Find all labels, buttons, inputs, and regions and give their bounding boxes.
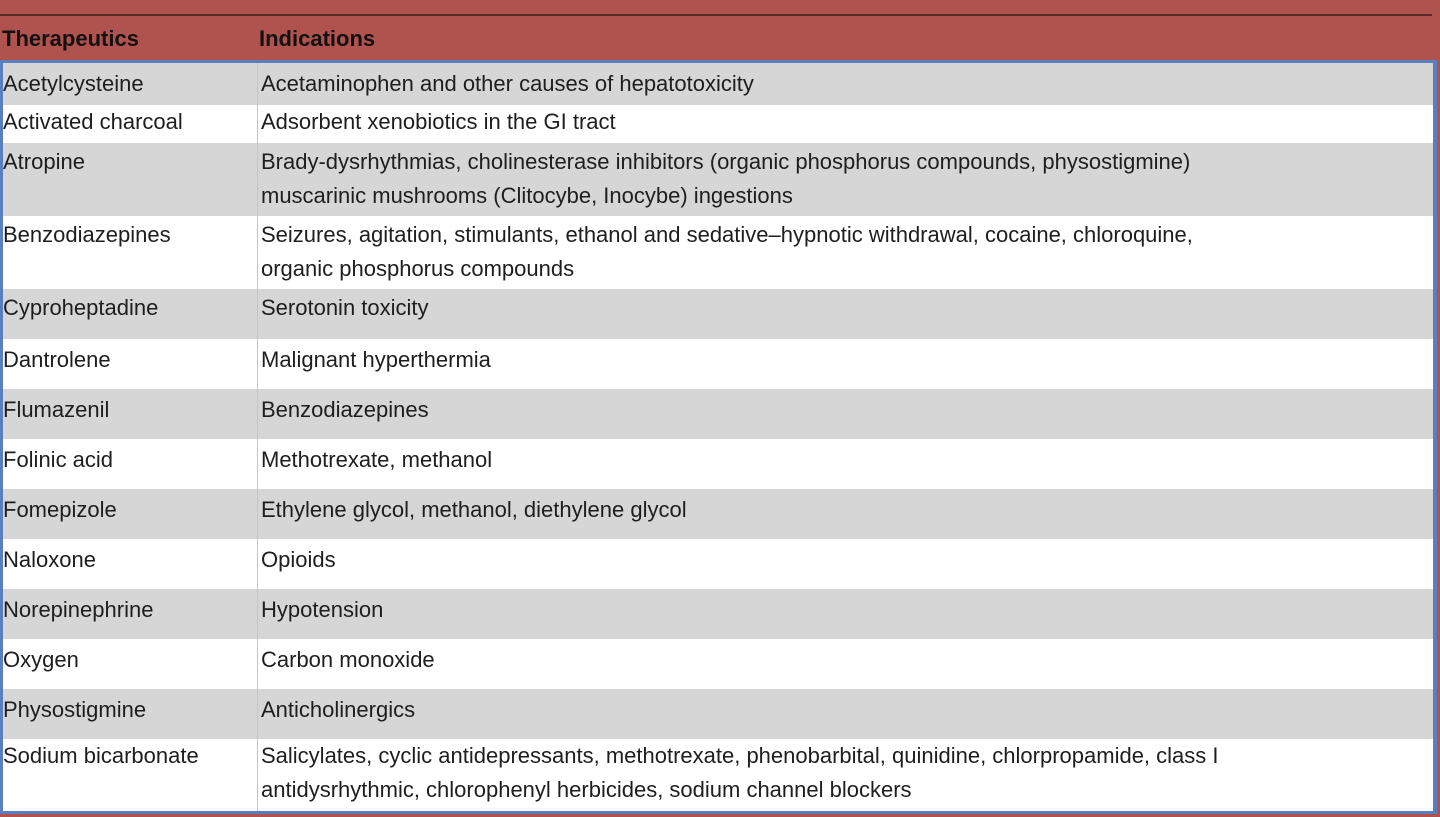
- table-row: [3, 105, 1433, 143]
- top-rule: [0, 14, 1432, 16]
- column-divider: [257, 339, 258, 389]
- indication-line: Benzodiazepines: [261, 397, 429, 422]
- therapeutic-cell: Benzodiazepines: [3, 222, 171, 247]
- indication-cell: [261, 291, 1433, 325]
- indication-cell: [261, 643, 1433, 677]
- therapeutic-cell: Folinic acid: [3, 447, 114, 472]
- therapeutic-cell: Fomepizole: [3, 497, 117, 522]
- indication-line: Serotonin toxicity: [261, 295, 429, 320]
- table-row: [3, 589, 1433, 639]
- indication-cell: [261, 393, 1433, 427]
- indication-line: Anticholinergics: [261, 697, 416, 722]
- therapeutic-cell: Sodium bicarbonate: [3, 743, 199, 768]
- table-row: [3, 539, 1433, 589]
- indication-line: muscarinic mushrooms (Clitocybe, Inocybe) ingestions: [261, 183, 793, 208]
- indication-line: Brady-dysrhythmias, cholinesterase inhibitors (organic phosphorus compounds, physostigmine): [261, 149, 1191, 174]
- table-row: [3, 216, 1433, 289]
- column-divider: [257, 389, 258, 439]
- therapeutic-cell: Dantrolene: [3, 347, 111, 372]
- therapeutic-cell: Oxygen: [3, 647, 79, 672]
- column-divider: [257, 216, 258, 289]
- therapeutic-cell: Naloxone: [3, 547, 96, 572]
- therapeutic-cell: Atropine: [3, 149, 85, 174]
- column-divider: [257, 289, 258, 339]
- indication-line: Carbon monoxide: [261, 647, 435, 672]
- indication-cell: [261, 693, 1433, 727]
- header-therapeutics: Therapeutics: [2, 26, 139, 51]
- indication-line: Hypotension: [261, 597, 384, 622]
- indication-cell: [261, 543, 1433, 577]
- table-row: [3, 143, 1433, 216]
- indication-line: Ethylene glycol, methanol, diethylene glycol: [261, 497, 687, 522]
- indication-line: Malignant hyperthermia: [261, 347, 491, 372]
- indication-cell: [261, 593, 1433, 627]
- column-divider: [257, 539, 258, 589]
- table-row: [3, 63, 1433, 105]
- table-body: [0, 60, 1437, 814]
- indication-cell: [261, 218, 1433, 286]
- table-row: [3, 489, 1433, 539]
- indication-line: Adsorbent xenobiotics in the GI tract: [261, 109, 616, 134]
- table-row: [3, 339, 1433, 389]
- indication-line: Acetaminophen and other causes of hepatotoxicity: [261, 71, 754, 96]
- table-row: [3, 639, 1433, 689]
- header-indications: Indications: [259, 26, 376, 51]
- indication-cell: [261, 105, 1433, 139]
- indication-cell: [261, 739, 1433, 807]
- column-divider: [257, 489, 258, 539]
- column-divider: [257, 689, 258, 739]
- therapeutic-cell: Norepinephrine: [3, 597, 154, 622]
- table-row: [3, 739, 1433, 811]
- column-divider: [257, 63, 258, 105]
- column-divider: [257, 739, 258, 811]
- therapeutic-cell: Activated charcoal: [3, 109, 183, 134]
- table-row: [3, 389, 1433, 439]
- indication-cell: [261, 145, 1433, 213]
- column-divider: [257, 143, 258, 216]
- table-row: [3, 689, 1433, 739]
- indication-line: organic phosphorus compounds: [261, 256, 575, 281]
- table-row: [3, 289, 1433, 339]
- indication-line: antidysrhythmic, chlorophenyl herbicides, sodium channel blockers: [261, 777, 912, 802]
- indication-cell: [261, 443, 1433, 477]
- indication-line: Opioids: [261, 547, 336, 572]
- column-divider: [257, 439, 258, 489]
- therapeutic-cell: Cyproheptadine: [3, 295, 159, 320]
- indication-cell: [261, 67, 1433, 101]
- table-header-row: [0, 22, 1440, 60]
- indication-cell: [261, 343, 1433, 377]
- therapeutic-cell: Flumazenil: [3, 397, 110, 422]
- column-divider: [257, 589, 258, 639]
- column-divider: [257, 639, 258, 689]
- column-divider: [257, 105, 258, 143]
- therapeutic-cell: Acetylcysteine: [3, 71, 144, 96]
- indication-line: Seizures, agitation, stimulants, ethanol and sedative–hypnotic withdrawal, cocaine, chloroquine,: [261, 222, 1193, 247]
- indication-cell: [261, 493, 1433, 527]
- indication-line: Salicylates, cyclic antidepressants, methotrexate, phenobarbital, quinidine, chlorpropamide, class I: [261, 743, 1219, 768]
- indication-line: Methotrexate, methanol: [261, 447, 493, 472]
- table-row: [3, 439, 1433, 489]
- therapeutic-cell: Physostigmine: [3, 697, 147, 722]
